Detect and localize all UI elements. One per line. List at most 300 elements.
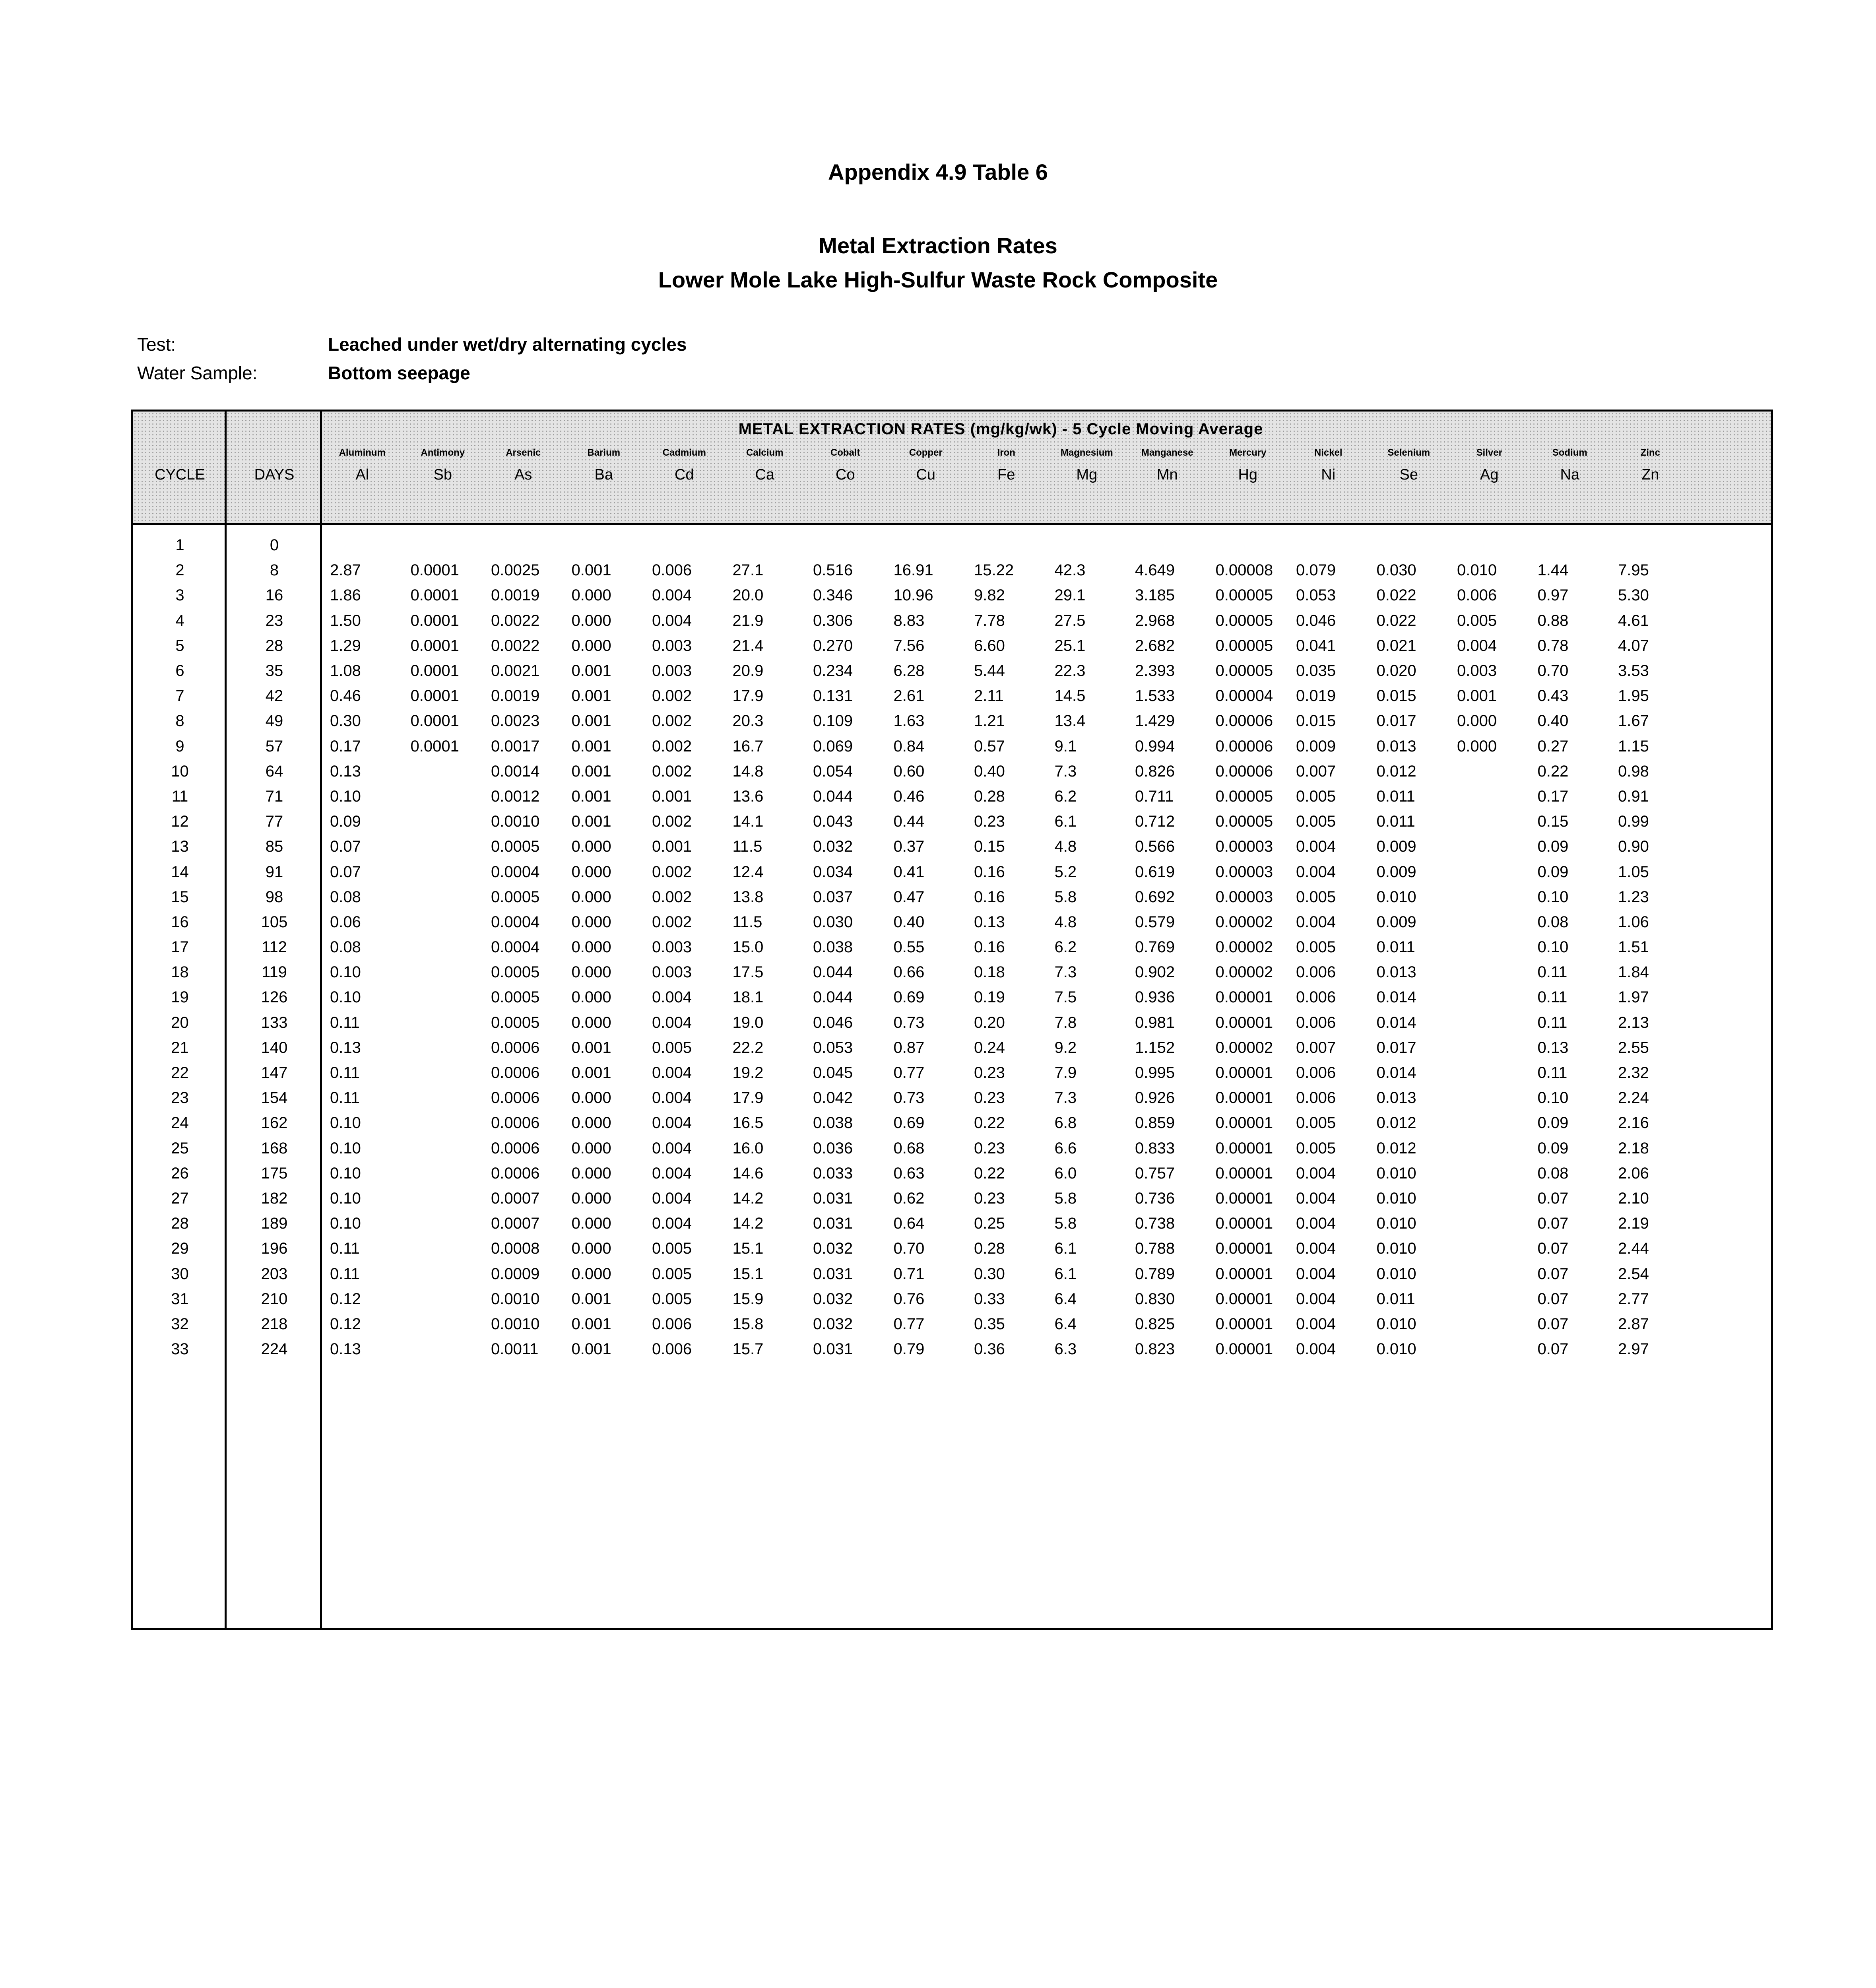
value-cell: 0.981: [1135, 1013, 1175, 1031]
value-cell: 0.00001: [1215, 1013, 1273, 1031]
value-cell: 0.30: [974, 1265, 1005, 1283]
value-cell: 0.0021: [491, 662, 540, 680]
value-cell: 0.010: [1376, 1340, 1416, 1358]
table-row: [133, 935, 1771, 960]
days-cell: 42: [265, 687, 283, 705]
value-cell: 0.001: [571, 1064, 611, 1082]
value-cell: 14.8: [732, 762, 764, 780]
days-cell: 196: [261, 1240, 288, 1258]
value-cell: 0.00001: [1215, 1215, 1273, 1233]
element-header: [1530, 447, 1610, 483]
value-cell: 0.936: [1135, 988, 1175, 1006]
cycle-cell: 25: [171, 1139, 189, 1157]
value-cell: 0.013: [1376, 963, 1416, 981]
value-cell: 0.00001: [1215, 1290, 1273, 1308]
table-row: [133, 1085, 1771, 1110]
value-cell: 0.004: [1296, 1215, 1336, 1233]
value-cell: 0.001: [571, 1315, 611, 1333]
value-cell: 0.62: [893, 1189, 925, 1207]
value-cell: 22.2: [732, 1039, 764, 1056]
days-cell: 85: [265, 838, 283, 856]
value-cell: 0.004: [1296, 1315, 1336, 1333]
value-cell: 0.99: [1618, 813, 1649, 831]
value-cell: 0.77: [893, 1315, 925, 1333]
value-cell: 2.18: [1618, 1139, 1649, 1157]
value-cell: 0.004: [652, 988, 692, 1006]
value-cell: 7.9: [1054, 1064, 1077, 1082]
element-name: Silver: [1476, 447, 1502, 458]
table-row: [133, 633, 1771, 658]
element-name: Magnesium: [1060, 447, 1113, 458]
value-cell: 0.001: [571, 687, 611, 705]
table-row: [133, 1236, 1771, 1261]
value-cell: 0.769: [1135, 938, 1175, 956]
value-cell: 0.005: [652, 1265, 692, 1283]
days-cell: 140: [261, 1039, 288, 1056]
value-cell: 0.000: [571, 1013, 611, 1031]
value-cell: 0.55: [893, 938, 925, 956]
value-cell: 0.0010: [491, 1290, 540, 1308]
value-cell: 0.712: [1135, 813, 1175, 831]
value-cell: 0.004: [1296, 838, 1336, 856]
days-cell: 119: [262, 963, 287, 981]
value-cell: 0.046: [813, 1013, 853, 1031]
days-cell: 218: [261, 1315, 288, 1333]
value-cell: 0.009: [1376, 913, 1416, 931]
value-cell: 0.0006: [491, 1114, 540, 1132]
value-cell: 0.043: [813, 813, 853, 831]
value-cell: 0.005: [1296, 1114, 1336, 1132]
value-cell: 0.0023: [491, 712, 540, 730]
value-cell: 1.429: [1135, 712, 1175, 730]
element-symbol: Zn: [1641, 466, 1659, 483]
value-cell: 18.1: [732, 988, 764, 1006]
value-cell: 2.13: [1618, 1013, 1649, 1031]
value-cell: 16.7: [732, 737, 764, 755]
cycle-cell: 8: [175, 712, 184, 730]
test-row: [137, 330, 687, 359]
value-cell: 0.00001: [1215, 988, 1273, 1006]
element-header: [483, 447, 564, 483]
value-cell: 0.013: [1376, 1089, 1416, 1107]
value-cell: 0.00001: [1215, 1240, 1273, 1258]
days-cell: 77: [265, 813, 283, 831]
value-cell: 0.069: [813, 737, 853, 755]
value-cell: 0.17: [1537, 787, 1569, 805]
value-cell: 0.789: [1135, 1265, 1175, 1283]
value-cell: 0.10: [330, 988, 361, 1006]
value-cell: 0.07: [1537, 1265, 1569, 1283]
value-cell: 0.00002: [1215, 938, 1273, 956]
test-value: Leached under wet/dry alternating cycles: [328, 334, 687, 355]
value-cell: 2.61: [893, 687, 925, 705]
value-cell: 0.004: [652, 1215, 692, 1233]
value-cell: 15.9: [732, 1290, 764, 1308]
cycle-header: [133, 447, 227, 483]
value-cell: 1.06: [1618, 913, 1649, 931]
table-row: [133, 608, 1771, 633]
value-cell: 0.004: [652, 612, 692, 629]
value-cell: 0.002: [652, 813, 692, 831]
value-cell: 0.11: [330, 1089, 360, 1107]
value-cell: 9.82: [974, 586, 1005, 604]
value-cell: 0.859: [1135, 1114, 1175, 1132]
value-cell: 0.0012: [491, 787, 540, 805]
value-cell: 0.0001: [410, 586, 459, 604]
element-symbol: As: [514, 466, 532, 483]
value-cell: 2.77: [1618, 1290, 1649, 1308]
value-cell: 0.10: [330, 1114, 361, 1132]
value-cell: 0.98: [1618, 762, 1649, 780]
cycle-cell: 22: [171, 1064, 189, 1082]
element-symbol: Na: [1560, 466, 1580, 483]
value-cell: 0.004: [652, 586, 692, 604]
cycle-cell: 17: [171, 938, 189, 956]
value-cell: 0.002: [652, 913, 692, 931]
days-cell: 64: [265, 762, 283, 780]
element-name: Selenium: [1387, 447, 1430, 458]
days-cell: 49: [265, 712, 283, 730]
value-cell: 0.00001: [1215, 1139, 1273, 1157]
value-cell: 7.3: [1054, 963, 1077, 981]
element-header: [1610, 447, 1691, 483]
value-cell: 0.10: [330, 1139, 361, 1157]
table-row: [133, 809, 1771, 834]
value-cell: 0.78: [1537, 637, 1569, 654]
value-cell: 0.004: [1296, 1240, 1336, 1258]
value-cell: 0.00001: [1215, 1164, 1273, 1182]
cycle-cell: 21: [171, 1039, 189, 1056]
value-cell: 0.579: [1135, 913, 1175, 931]
days-cell: 8: [270, 561, 279, 579]
value-cell: 0.032: [813, 1290, 853, 1308]
value-cell: 2.968: [1135, 612, 1175, 629]
cycle-cell: 30: [171, 1265, 189, 1283]
value-cell: 0.11: [1537, 1064, 1568, 1082]
value-cell: 0.270: [813, 637, 853, 654]
element-header: [403, 447, 483, 483]
element-header: [1127, 447, 1208, 483]
value-cell: 0.0001: [410, 612, 459, 629]
value-cell: 0.0022: [491, 612, 540, 629]
value-cell: 1.84: [1618, 963, 1649, 981]
value-cell: 0.07: [1537, 1215, 1569, 1233]
value-cell: 6.4: [1054, 1315, 1077, 1333]
value-cell: 1.51: [1618, 938, 1649, 956]
value-cell: 14.2: [732, 1189, 764, 1207]
element-symbol: Fe: [997, 466, 1015, 483]
value-cell: 0.041: [1296, 637, 1336, 654]
value-cell: 7.5: [1054, 988, 1077, 1006]
element-header: [1047, 447, 1127, 483]
value-cell: 0.004: [652, 1064, 692, 1082]
element-name: Calcium: [746, 447, 784, 458]
value-cell: 0.20: [974, 1013, 1005, 1031]
value-cell: 0.00005: [1215, 662, 1273, 680]
value-cell: 0.306: [813, 612, 853, 629]
value-cell: 0.0001: [410, 737, 459, 755]
table-row: [133, 709, 1771, 734]
cycle-header-label: CYCLE: [155, 466, 205, 483]
cycle-cell: 28: [171, 1215, 189, 1233]
value-cell: 0.995: [1135, 1064, 1175, 1082]
value-cell: 0.004: [652, 1164, 692, 1182]
value-cell: 0.17: [330, 737, 361, 755]
value-cell: 0.007: [1296, 762, 1336, 780]
value-cell: 3.53: [1618, 662, 1649, 680]
cycle-cell: 16: [171, 913, 189, 931]
value-cell: 0.001: [571, 712, 611, 730]
days-cell: 0: [270, 536, 279, 554]
value-cell: 0.010: [1457, 561, 1497, 579]
value-cell: 0.004: [1296, 863, 1336, 881]
value-cell: 2.24: [1618, 1089, 1649, 1107]
value-cell: 1.152: [1135, 1039, 1175, 1056]
table-row: [133, 1186, 1771, 1211]
value-cell: 0.046: [1296, 612, 1336, 629]
value-cell: 0.00005: [1215, 586, 1273, 604]
element-name: Arsenic: [506, 447, 541, 458]
days-cell: 147: [261, 1064, 288, 1082]
sample-row: [137, 359, 687, 387]
value-cell: 13.8: [732, 888, 764, 906]
value-cell: 0.68: [893, 1139, 925, 1157]
table-row: [133, 658, 1771, 683]
element-name: Nickel: [1314, 447, 1342, 458]
value-cell: 0.11: [330, 1240, 360, 1258]
element-header: [1288, 447, 1369, 483]
value-cell: 0.08: [1537, 913, 1569, 931]
days-cell: 16: [265, 586, 283, 604]
value-cell: 21.9: [732, 612, 764, 629]
appendix-label: Appendix 4.9 Table 6: [828, 159, 1048, 184]
value-cell: 0.013: [1376, 737, 1416, 755]
table-row: [133, 1110, 1771, 1136]
value-cell: 0.33: [974, 1290, 1005, 1308]
element-symbol: Ag: [1480, 466, 1499, 483]
value-cell: 20.3: [732, 712, 764, 730]
value-cell: 15.1: [732, 1265, 764, 1283]
value-cell: 1.44: [1537, 561, 1569, 579]
element-name: Zinc: [1640, 447, 1660, 458]
sample-value: Bottom seepage: [328, 363, 470, 383]
value-cell: 0.010: [1376, 888, 1416, 906]
value-cell: 14.5: [1054, 687, 1086, 705]
days-cell: 112: [262, 938, 287, 956]
days-cell: 168: [261, 1139, 288, 1157]
value-cell: 0.000: [571, 586, 611, 604]
table-row: [133, 1060, 1771, 1085]
value-cell: 0.004: [652, 1114, 692, 1132]
value-cell: 0.08: [1537, 1164, 1569, 1182]
value-cell: 0.0001: [410, 712, 459, 730]
value-cell: 0.035: [1296, 662, 1336, 680]
value-cell: 0.0001: [410, 662, 459, 680]
value-cell: 0.004: [1296, 1290, 1336, 1308]
cycle-cell: 33: [171, 1340, 189, 1358]
value-cell: 0.00005: [1215, 787, 1273, 805]
value-cell: 8.83: [893, 612, 925, 629]
header-columns: [133, 447, 1771, 483]
value-cell: 0.0010: [491, 813, 540, 831]
value-cell: 0.017: [1376, 1039, 1416, 1056]
value-cell: 5.8: [1054, 1215, 1077, 1233]
cycle-cell: 24: [171, 1114, 189, 1132]
value-cell: 12.4: [732, 863, 764, 881]
days-cell: 28: [265, 637, 283, 654]
value-cell: 5.8: [1054, 888, 1077, 906]
value-cell: 0.006: [1457, 586, 1497, 604]
table-row: [133, 683, 1771, 709]
element-symbol: Hg: [1238, 466, 1258, 483]
value-cell: 0.346: [813, 586, 853, 604]
element-symbol: Cd: [674, 466, 694, 483]
value-cell: 0.004: [1296, 1164, 1336, 1182]
value-cell: 0.23: [974, 1189, 1005, 1207]
value-cell: 2.97: [1618, 1340, 1649, 1358]
value-cell: 0.13: [1537, 1039, 1569, 1056]
value-cell: 0.23: [974, 813, 1005, 831]
days-header-label: DAYS: [254, 466, 295, 483]
value-cell: 0.10: [330, 1189, 361, 1207]
value-cell: 0.005: [1296, 813, 1336, 831]
value-cell: 13.6: [732, 787, 764, 805]
value-cell: 0.001: [571, 813, 611, 831]
value-cell: 0.012: [1376, 1139, 1416, 1157]
table-row: [133, 1312, 1771, 1337]
table-row: [133, 1161, 1771, 1186]
value-cell: 6.28: [893, 662, 925, 680]
value-cell: 1.63: [893, 712, 925, 730]
days-cell: 203: [261, 1265, 288, 1283]
table-row: [133, 1035, 1771, 1060]
value-cell: 0.053: [1296, 586, 1336, 604]
value-cell: 0.001: [571, 662, 611, 680]
value-cell: 0.006: [1296, 1013, 1336, 1031]
value-cell: 5.2: [1054, 863, 1077, 881]
cycle-cell: 1: [175, 536, 184, 554]
value-cell: 0.926: [1135, 1089, 1175, 1107]
days-cell: 57: [265, 737, 283, 755]
value-cell: 0.000: [571, 1164, 611, 1182]
value-cell: 0.030: [813, 913, 853, 931]
value-cell: 4.07: [1618, 637, 1649, 654]
value-cell: 1.86: [330, 586, 361, 604]
value-cell: 2.682: [1135, 637, 1175, 654]
value-cell: 0.005: [1296, 787, 1336, 805]
value-cell: 0.16: [974, 863, 1005, 881]
value-cell: 0.22: [974, 1114, 1005, 1132]
value-cell: 0.000: [571, 963, 611, 981]
value-cell: 0.234: [813, 662, 853, 680]
value-cell: 0.044: [813, 787, 853, 805]
value-cell: 1.50: [330, 612, 361, 629]
value-cell: 0.038: [813, 1114, 853, 1132]
value-cell: 0.10: [330, 1215, 361, 1233]
value-cell: 0.0006: [491, 1164, 540, 1182]
value-cell: 0.27: [1537, 737, 1569, 755]
element-header: [725, 447, 805, 483]
value-cell: 0.00001: [1215, 1089, 1273, 1107]
value-cell: 0.40: [974, 762, 1005, 780]
value-cell: 2.87: [330, 561, 361, 579]
days-cell: 224: [261, 1340, 288, 1358]
table-body: [133, 533, 1771, 1362]
value-cell: 0.022: [1376, 586, 1416, 604]
value-cell: 0.69: [893, 988, 925, 1006]
value-cell: 21.4: [732, 637, 764, 654]
cycle-cell: 26: [171, 1164, 189, 1182]
element-symbol: Al: [355, 466, 369, 483]
value-cell: 0.011: [1376, 1290, 1415, 1308]
cycle-cell: 31: [171, 1290, 189, 1308]
value-cell: 0.000: [571, 612, 611, 629]
value-cell: 0.011: [1376, 813, 1415, 831]
days-cell: 162: [261, 1114, 288, 1132]
value-cell: 0.037: [813, 888, 853, 906]
value-cell: 0.07: [1537, 1290, 1569, 1308]
value-cell: 0.0025: [491, 561, 540, 579]
value-cell: 0.11: [330, 1265, 360, 1283]
table-row: [133, 759, 1771, 784]
table-row: [133, 1261, 1771, 1286]
value-cell: 0.000: [571, 637, 611, 654]
value-cell: 0.021: [1376, 637, 1416, 654]
value-cell: 0.994: [1135, 737, 1175, 755]
value-cell: 0.011: [1376, 938, 1415, 956]
value-cell: 0.08: [330, 938, 361, 956]
value-cell: 0.004: [1296, 1340, 1336, 1358]
value-cell: 2.44: [1618, 1240, 1649, 1258]
element-name: Mercury: [1229, 447, 1267, 458]
value-cell: 15.8: [732, 1315, 764, 1333]
sample-label: Water Sample:: [137, 363, 258, 383]
value-cell: 0.37: [893, 838, 925, 856]
value-cell: 0.08: [330, 888, 361, 906]
value-cell: 0.826: [1135, 762, 1175, 780]
value-cell: 6.1: [1054, 1240, 1077, 1258]
value-cell: 0.00002: [1215, 963, 1273, 981]
value-cell: 1.05: [1618, 863, 1649, 881]
value-cell: 0.830: [1135, 1290, 1175, 1308]
value-cell: 0.69: [893, 1114, 925, 1132]
value-cell: 17.9: [732, 687, 764, 705]
element-header: [1369, 447, 1449, 483]
days-cell: 23: [265, 612, 283, 629]
value-cell: 0.009: [1296, 737, 1336, 755]
table-row: [133, 885, 1771, 910]
value-cell: 0.001: [571, 787, 611, 805]
value-cell: 0.44: [893, 813, 925, 831]
value-cell: 7.3: [1054, 762, 1077, 780]
value-cell: 0.006: [1296, 1064, 1336, 1082]
table-row: [133, 1136, 1771, 1161]
value-cell: 0.13: [974, 913, 1005, 931]
value-cell: 0.70: [1537, 662, 1569, 680]
value-cell: 0.738: [1135, 1215, 1175, 1233]
value-cell: 0.757: [1135, 1164, 1175, 1182]
value-cell: 11.5: [732, 838, 762, 856]
value-cell: 0.09: [330, 813, 361, 831]
title-block: [0, 159, 1876, 297]
element-name: Sodium: [1552, 447, 1587, 458]
value-cell: 0.70: [893, 1240, 925, 1258]
value-cell: 0.044: [813, 963, 853, 981]
cycle-cell: 27: [171, 1189, 189, 1207]
value-cell: 0.001: [652, 838, 692, 856]
value-cell: 0.11: [330, 1064, 360, 1082]
value-cell: 16.5: [732, 1114, 764, 1132]
